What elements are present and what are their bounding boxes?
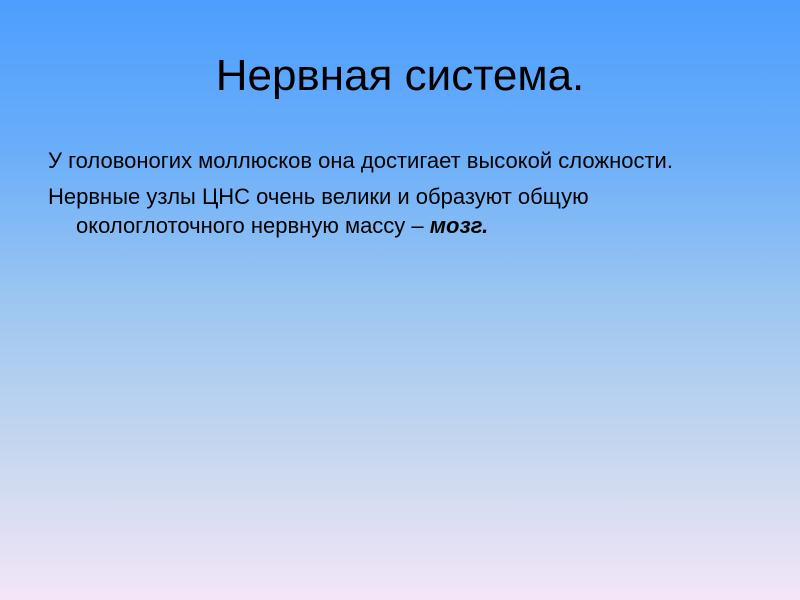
paragraph-2: [48, 182, 748, 240]
paragraph-2-text: Нервные узлы ЦНС очень велики и образуют общую окологлоточного нервную массу –: [48, 184, 589, 238]
slide-body: [48, 146, 748, 247]
slide-title: Нервная система.: [215, 51, 585, 100]
paragraph-1: [48, 146, 748, 175]
paragraph-1-text: У головоногих моллюсков она достигает высокой сложности.: [48, 148, 673, 173]
emphasis-brain: мозг.: [429, 213, 489, 238]
